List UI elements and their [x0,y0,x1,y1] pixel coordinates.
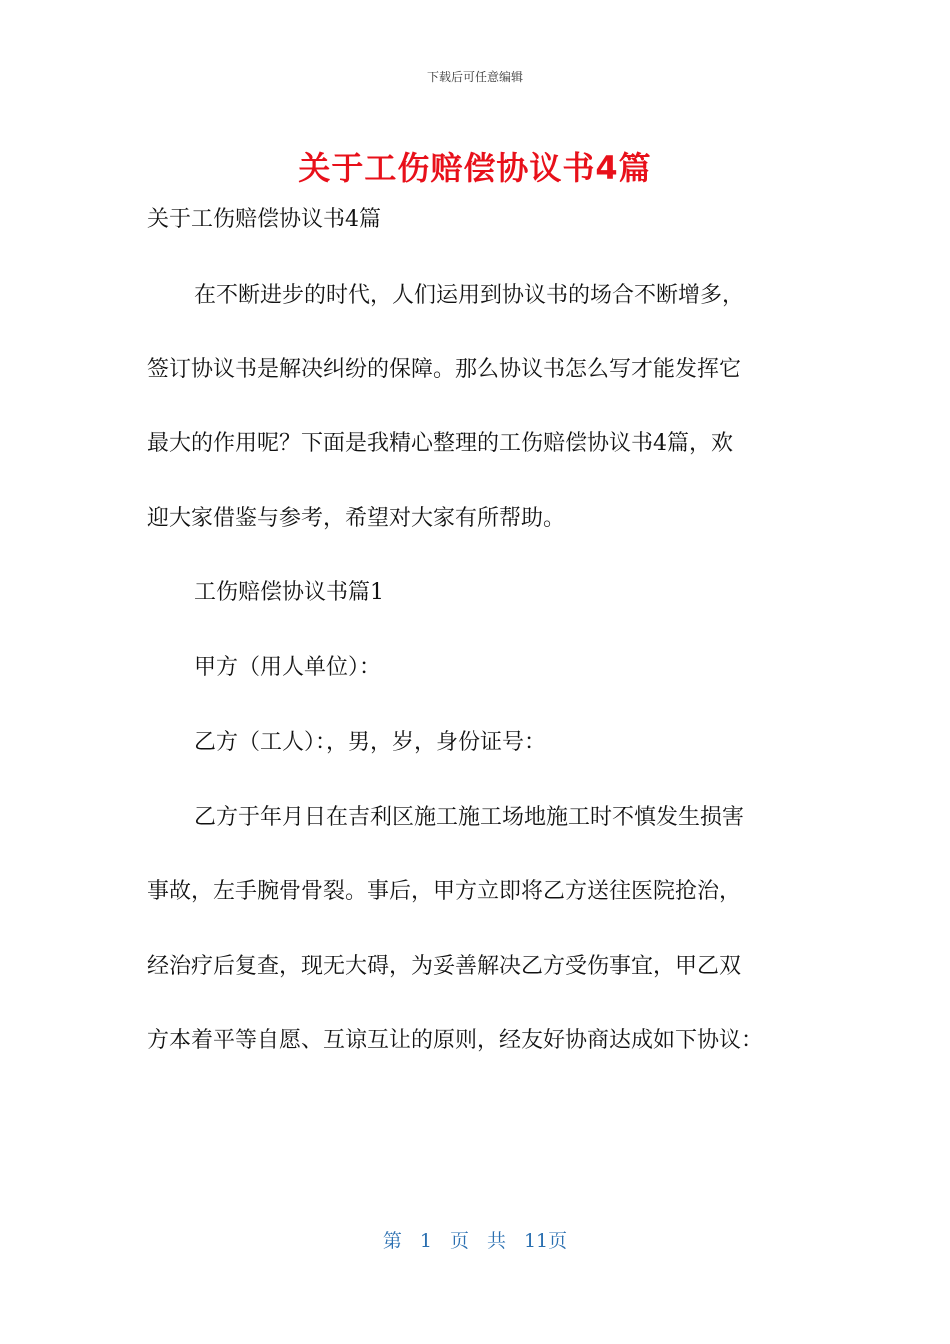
body-line-incident-4: 方本着平等自愿、互谅互让的原则，经友好协商达成如下协议： [147,1028,764,1053]
footer-page-mid: 页 [449,1230,469,1252]
body-line-intro-2: 签订协议书是解决纠纷的保障。那么协议书怎么写才能发挥它 [147,357,742,382]
body-line-incident-1: 乙方于年月日在吉利区施工施工场地施工时不慎发生损害 [194,805,745,830]
body-line-intro-3: 最大的作用呢？下面是我精心整理的工伤赔偿协议书4篇，欢 [147,431,733,456]
footer-total-label: 共 [486,1230,506,1252]
body-line-incident-2: 事故，左手腕骨骨裂。事后，甲方立即将乙方送往医院抢治， [147,879,742,904]
document-title: 关于工伤赔偿协议书4篇 [298,149,652,187]
footer-current-page: 1 [419,1230,432,1252]
body-line-intro-1: 在不断进步的时代，人们运用到协议书的场合不断增多， [194,283,745,308]
page-footer [0,1226,950,1253]
footer-total-pages: 11页 [523,1230,568,1252]
party-a-line: 甲方（用人单位）： [194,655,382,680]
party-b-line: 乙方（工人）：，男，岁，身份证号： [194,730,547,755]
body-line-subtitle: 关于工伤赔偿协议书4篇 [147,207,381,232]
section-heading: 工伤赔偿协议书篇1 [194,580,384,605]
body-line-intro-4: 迎大家借鉴与参考，希望对大家有所帮助。 [147,506,566,531]
header-note: 下载后可任意编辑 [426,70,523,84]
body-line-incident-3: 经治疗后复查，现无大碍，为妥善解决乙方受伤事宜，甲乙双 [147,954,742,979]
footer-prefix: 第 [382,1230,402,1252]
